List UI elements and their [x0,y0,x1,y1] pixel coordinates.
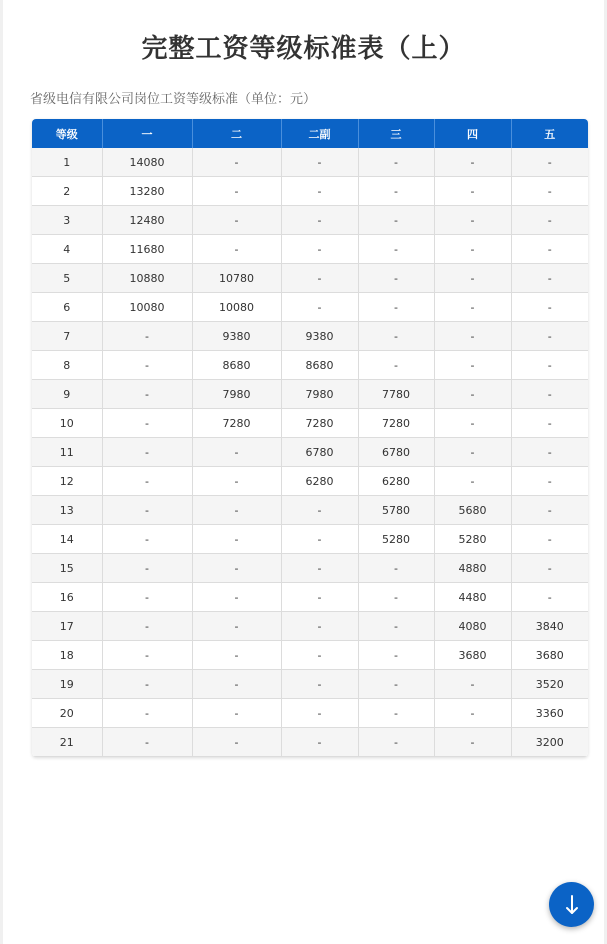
salary-cell: - [511,583,588,612]
salary-cell: - [192,438,281,467]
table-body [32,148,588,757]
salary-cell: - [511,264,588,293]
level-cell: 8 [32,351,102,380]
column-header-4: 四 [434,119,511,148]
salary-cell: 5280 [434,525,511,554]
table-row [32,351,588,380]
salary-cell: - [281,264,358,293]
level-cell: 19 [32,670,102,699]
salary-cell: - [192,583,281,612]
column-header-2-deputy: 二副 [281,119,358,148]
salary-table-container [32,119,588,757]
salary-cell: - [281,554,358,583]
column-header-2: 二 [192,119,281,148]
level-cell: 17 [32,612,102,641]
salary-cell: 10780 [192,264,281,293]
salary-cell: - [358,206,434,235]
salary-cell: - [434,438,511,467]
salary-cell: - [434,322,511,351]
salary-cell: - [102,467,192,496]
salary-cell: - [281,583,358,612]
level-cell: 16 [32,583,102,612]
salary-cell: - [511,351,588,380]
salary-cell: 3200 [511,728,588,757]
salary-cell: - [434,670,511,699]
salary-cell: - [102,554,192,583]
salary-cell: - [358,699,434,728]
salary-cell: - [511,380,588,409]
table-row [32,467,588,496]
salary-cell: 5780 [358,496,434,525]
column-header-5: 五 [511,119,588,148]
level-cell: 7 [32,322,102,351]
table-row [32,177,588,206]
salary-cell: 13280 [102,177,192,206]
salary-cell: - [281,612,358,641]
table-row [32,438,588,467]
salary-cell: - [281,206,358,235]
salary-cell: - [102,409,192,438]
salary-cell: - [511,177,588,206]
salary-cell: - [192,496,281,525]
salary-cell: - [434,467,511,496]
salary-cell: - [192,177,281,206]
salary-cell: 3840 [511,612,588,641]
salary-cell: - [102,351,192,380]
level-cell: 21 [32,728,102,757]
salary-cell: - [511,293,588,322]
salary-cell: - [511,322,588,351]
table-row [32,612,588,641]
salary-cell: 6780 [358,438,434,467]
salary-cell: 3680 [511,641,588,670]
salary-cell: 4480 [434,583,511,612]
level-cell: 4 [32,235,102,264]
salary-cell: 3360 [511,699,588,728]
salary-cell: 4880 [434,554,511,583]
salary-cell: - [511,148,588,177]
salary-cell: - [281,525,358,554]
level-cell: 1 [32,148,102,177]
salary-cell: - [358,728,434,757]
salary-cell: - [434,380,511,409]
salary-cell: - [102,438,192,467]
table-row [32,496,588,525]
level-cell: 10 [32,409,102,438]
level-cell: 9 [32,380,102,409]
scroll-down-button[interactable] [549,882,594,927]
salary-cell: 9380 [281,322,358,351]
salary-cell: - [192,235,281,264]
salary-cell: 3520 [511,670,588,699]
level-cell: 6 [32,293,102,322]
salary-cell: 7980 [192,380,281,409]
page-subtitle: 省级电信有限公司岗位工资等级标准（单位：元） [30,92,317,107]
salary-cell: 8680 [281,351,358,380]
salary-cell: - [511,206,588,235]
salary-cell: 7280 [281,409,358,438]
salary-cell: - [434,409,511,438]
level-cell: 3 [32,206,102,235]
salary-cell: - [102,670,192,699]
salary-cell: - [192,699,281,728]
salary-cell: - [281,177,358,206]
salary-cell: 9380 [192,322,281,351]
table-row [32,235,588,264]
table-row [32,554,588,583]
salary-cell: 8680 [192,351,281,380]
salary-cell: - [434,177,511,206]
column-header-level: 等级 [32,119,102,148]
table-row [32,525,588,554]
page-title: 完整工资等级标准表（上） [141,34,466,64]
salary-cell: - [192,148,281,177]
salary-cell: - [358,293,434,322]
salary-cell: 10080 [102,293,192,322]
salary-cell: 6280 [281,467,358,496]
arrow-down-icon [564,894,580,916]
salary-cell: - [281,641,358,670]
salary-cell: 3680 [434,641,511,670]
salary-cell: - [358,351,434,380]
table-row [32,380,588,409]
salary-cell: - [358,641,434,670]
salary-cell: 12480 [102,206,192,235]
salary-cell: - [102,699,192,728]
salary-cell: 7280 [358,409,434,438]
salary-cell: - [281,148,358,177]
level-cell: 5 [32,264,102,293]
salary-cell: - [434,148,511,177]
salary-cell: - [358,235,434,264]
column-header-3: 三 [358,119,434,148]
salary-cell: 7980 [281,380,358,409]
salary-cell: 4080 [434,612,511,641]
salary-cell: - [358,554,434,583]
level-cell: 2 [32,177,102,206]
salary-cell: - [102,380,192,409]
salary-cell: - [281,293,358,322]
salary-cell: - [358,148,434,177]
salary-cell: - [102,583,192,612]
table-row [32,641,588,670]
salary-cell: - [511,235,588,264]
table-row [32,264,588,293]
salary-cell: - [434,351,511,380]
salary-cell: - [358,670,434,699]
salary-cell: - [358,264,434,293]
salary-cell: - [281,496,358,525]
salary-cell: - [192,206,281,235]
salary-cell: - [281,728,358,757]
salary-cell: - [192,525,281,554]
level-cell: 20 [32,699,102,728]
level-cell: 14 [32,525,102,554]
salary-cell: - [358,583,434,612]
salary-cell: - [192,612,281,641]
table-row [32,670,588,699]
salary-cell: 6280 [358,467,434,496]
salary-cell: - [102,728,192,757]
salary-cell: - [434,206,511,235]
salary-cell: - [192,728,281,757]
salary-cell: - [102,612,192,641]
level-cell: 18 [32,641,102,670]
table-row [32,583,588,612]
salary-cell: 14080 [102,148,192,177]
table-row [32,699,588,728]
salary-cell: 10080 [192,293,281,322]
salary-cell: - [192,641,281,670]
salary-cell: - [511,525,588,554]
level-cell: 12 [32,467,102,496]
salary-cell: - [511,409,588,438]
salary-cell: - [511,554,588,583]
salary-cell: 10880 [102,264,192,293]
salary-cell: - [102,496,192,525]
salary-cell: - [358,322,434,351]
salary-cell: - [192,467,281,496]
salary-cell: 7780 [358,380,434,409]
table-row [32,728,588,757]
salary-cell: - [192,554,281,583]
salary-cell: - [102,525,192,554]
salary-cell: - [434,699,511,728]
level-cell: 11 [32,438,102,467]
salary-cell: - [281,699,358,728]
salary-cell: - [358,612,434,641]
level-cell: 15 [32,554,102,583]
level-cell: 13 [32,496,102,525]
table-row [32,409,588,438]
salary-cell: - [434,264,511,293]
salary-cell: - [102,641,192,670]
table-row [32,206,588,235]
table-row [32,322,588,351]
salary-cell: - [434,728,511,757]
salary-cell: 11680 [102,235,192,264]
salary-cell: - [511,467,588,496]
column-header-1: 一 [102,119,192,148]
salary-cell: - [511,496,588,525]
salary-table [32,119,588,757]
salary-cell: - [358,177,434,206]
salary-cell: 5680 [434,496,511,525]
table-header-row [32,119,588,148]
salary-cell: - [281,235,358,264]
salary-cell: - [102,322,192,351]
salary-cell: 7280 [192,409,281,438]
salary-cell: - [434,293,511,322]
salary-cell: - [434,235,511,264]
salary-cell: - [281,670,358,699]
salary-cell: 6780 [281,438,358,467]
table-row [32,293,588,322]
table-row [32,148,588,177]
salary-cell: - [192,670,281,699]
salary-cell: - [511,438,588,467]
salary-cell: 5280 [358,525,434,554]
